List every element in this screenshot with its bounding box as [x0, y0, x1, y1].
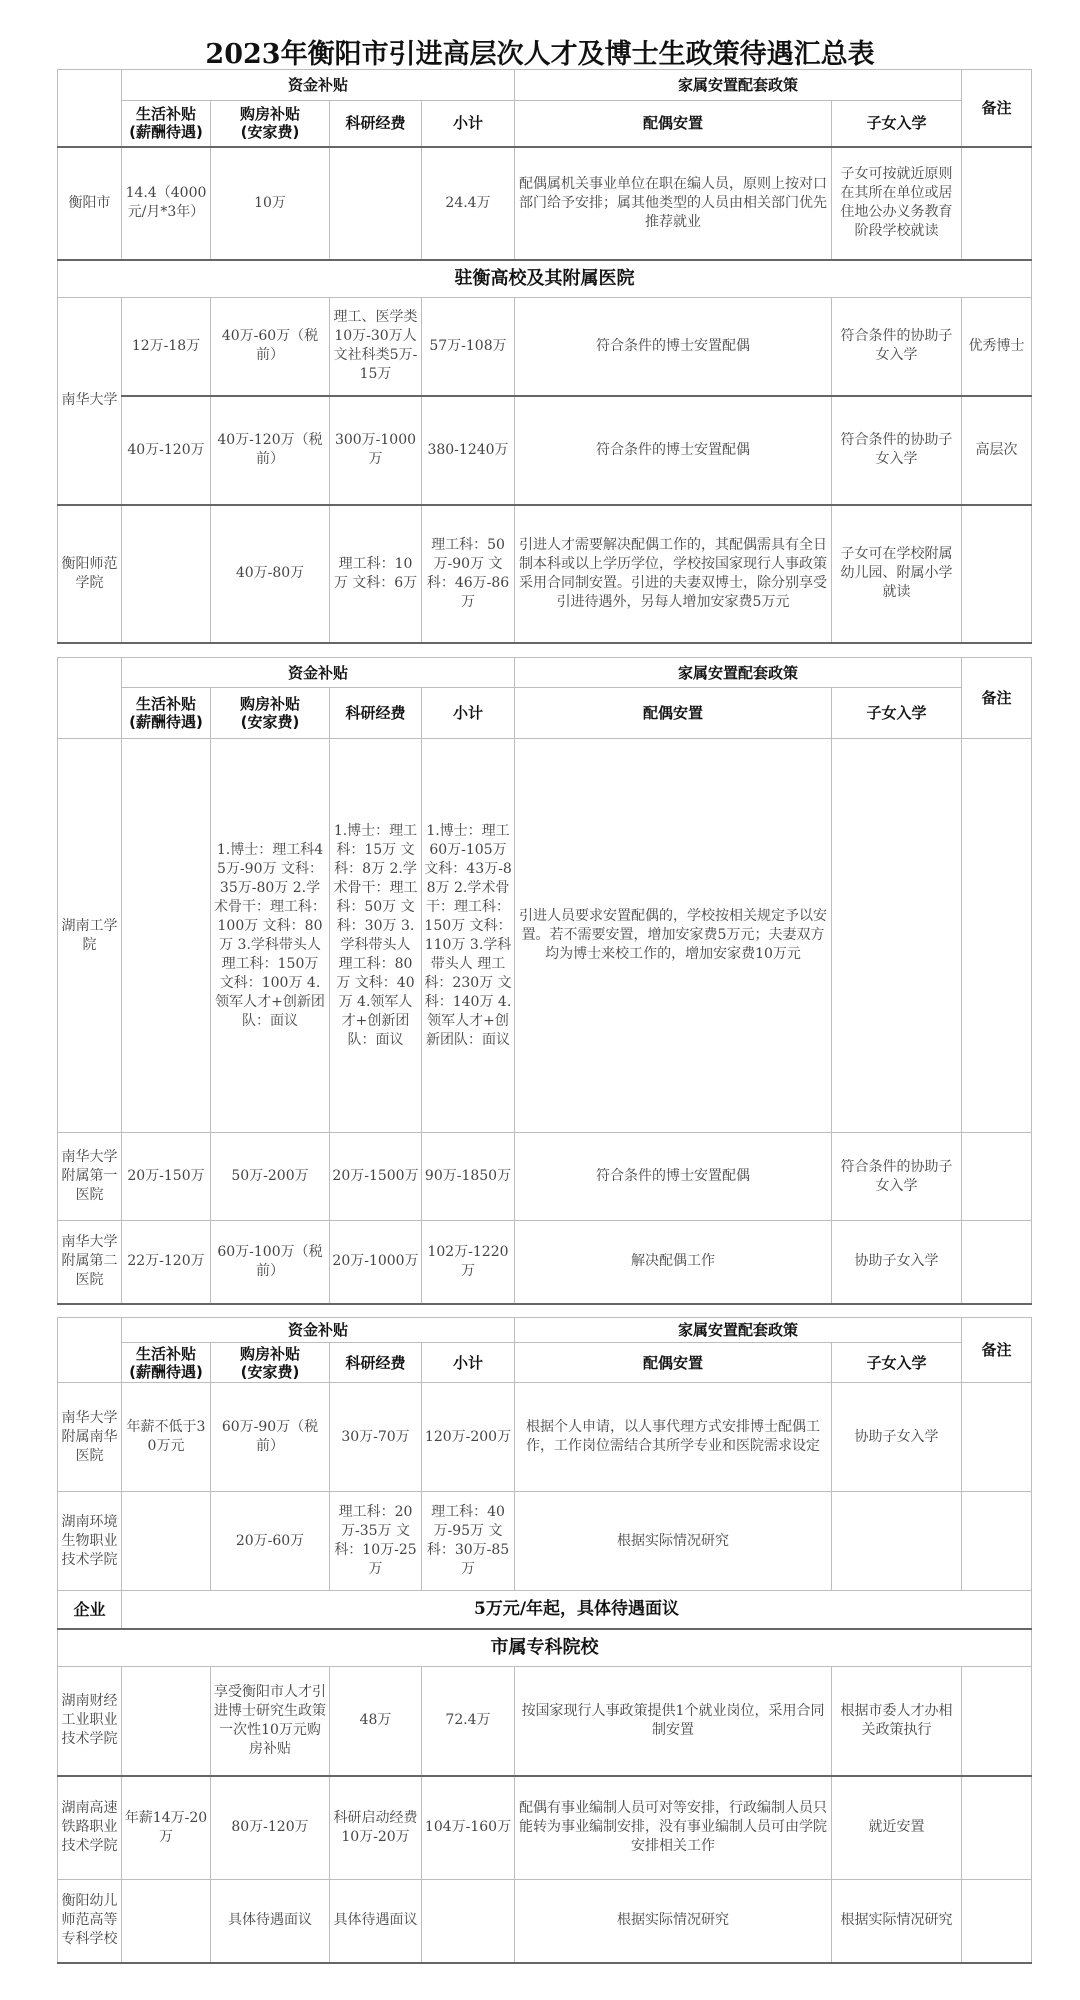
header-living: 生活补贴 (薪酬待遇) — [122, 101, 211, 147]
cell-spouse: 配偶有事业编制人员可对等安排，行政编制人员只能转为事业编制安排，没有事业编制人员可由学院安排相关工作 — [515, 1776, 832, 1880]
corner-cell — [58, 1318, 122, 1383]
table-row — [58, 1221, 1032, 1304]
cell-living — [122, 1492, 211, 1591]
cell-children — [832, 1492, 962, 1591]
cell-research — [330, 147, 422, 260]
row-name: 湖南环境生物职业技术学院 — [58, 1492, 122, 1591]
cell-housing: 40万-120万（税前） — [211, 396, 330, 505]
table-row — [58, 396, 1032, 505]
header-living: 生活补贴 (薪酬待遇) — [122, 688, 211, 739]
cell-children: 符合条件的协助子女入学 — [832, 1133, 962, 1221]
section-title-universities: 驻衡高校及其附属医院 — [58, 260, 1032, 298]
table-row — [58, 505, 1032, 643]
cell-research: 30万-70万 — [330, 1383, 422, 1492]
section-title-vocational: 市属专科院校 — [58, 1629, 1032, 1667]
header-living: 生活补贴 (薪酬待遇) — [122, 1343, 211, 1383]
cell-spouse: 根据个人申请，以人事代理方式安排博士配偶工作，工作岗位需结合其所学专业和医院需求设定 — [515, 1383, 832, 1492]
row-name: 湖南工学院 — [58, 739, 122, 1133]
corner-cell — [58, 70, 122, 147]
table-row — [58, 1492, 1032, 1591]
row-name: 南华大学附属第二医院 — [58, 1221, 122, 1304]
cell-housing: 20万-60万 — [211, 1492, 330, 1591]
header-funding: 资金补贴 — [122, 658, 515, 688]
cell-spouse: 符合条件的博士安置配偶 — [515, 298, 832, 396]
cell-children: 根据实际情况研究 — [832, 1880, 962, 1963]
cell-subtotal: 90万-1850万 — [422, 1133, 515, 1221]
cell-living: 14.4（4000元/月*3年） — [122, 147, 211, 260]
cell-children: 协助子女入学 — [832, 1383, 962, 1492]
cell-housing: 10万 — [211, 147, 330, 260]
cell-living — [122, 505, 211, 643]
table-row — [58, 147, 1032, 260]
header-funding: 资金补贴 — [122, 1318, 515, 1343]
cell-spouse: 按国家现行人事政策提供1个就业岗位，采用合同制安置 — [515, 1667, 832, 1776]
cell-remark — [962, 1776, 1032, 1880]
cell-children: 符合条件的协助子女入学 — [832, 298, 962, 396]
section-row — [58, 1629, 1032, 1667]
cell-living: 年薪14万-20万 — [122, 1776, 211, 1880]
cell-remark — [962, 1667, 1032, 1776]
header-children: 子女入学 — [832, 1343, 962, 1383]
header-subtotal: 小计 — [422, 101, 515, 147]
cell-research: 20万-1500万 — [330, 1133, 422, 1221]
header-housing: 购房补贴 (安家费) — [211, 101, 330, 147]
row-name: 南华大学 — [58, 298, 122, 505]
header-research: 科研经费 — [330, 688, 422, 739]
cell-remark — [962, 1133, 1032, 1221]
cell-housing: 具体待遇面议 — [211, 1880, 330, 1963]
cell-remark — [962, 1383, 1032, 1492]
cell-subtotal: 理工科：50万-90万 文科：46万-86万 — [422, 505, 515, 643]
header-subtotal: 小计 — [422, 1343, 515, 1383]
row-name: 衡阳师范学院 — [58, 505, 122, 643]
cell-subtotal — [422, 1880, 515, 1963]
row-name: 南华大学附属南华医院 — [58, 1383, 122, 1492]
cell-subtotal: 104万-160万 — [422, 1776, 515, 1880]
cell-research: 理工科：20万-35万 文科：10万-25万 — [330, 1492, 422, 1591]
cell-children: 协助子女入学 — [832, 1221, 962, 1304]
cell-housing: 50万-200万 — [211, 1133, 330, 1221]
cell-children: 就近安置 — [832, 1776, 962, 1880]
header-remark: 备注 — [962, 658, 1032, 739]
header-remark: 备注 — [962, 70, 1032, 147]
cell-housing: 享受衡阳市人才引进博士研究生政策一次性10万元购房补贴 — [211, 1667, 330, 1776]
header-subtotal: 小计 — [422, 688, 515, 739]
cell-subtotal: 102万-1220万 — [422, 1221, 515, 1304]
cell-research: 理工、医学类10万-30万人文社科类5万-15万 — [330, 298, 422, 396]
corner-cell — [58, 658, 122, 739]
table-row — [58, 739, 1032, 1133]
row-name: 衡阳幼儿师范高等专科学校 — [58, 1880, 122, 1963]
table-row — [58, 1133, 1032, 1221]
policy-table-part-1 — [57, 69, 1032, 644]
row-name: 湖南财经工业职业技术学院 — [58, 1667, 122, 1776]
cell-research: 具体待遇面议 — [330, 1880, 422, 1963]
cell-spouse: 根据实际情况研究 — [515, 1492, 832, 1591]
cell-remark — [962, 739, 1032, 1133]
header-spouse: 配偶安置 — [515, 688, 832, 739]
cell-subtotal: 72.4万 — [422, 1667, 515, 1776]
policy-table-part-3 — [57, 1317, 1032, 1964]
header-children: 子女入学 — [832, 688, 962, 739]
page-title: 2023年衡阳市引进高层次人才及博士生政策待遇汇总表 — [205, 39, 875, 70]
cell-subtotal: 120万-200万 — [422, 1383, 515, 1492]
section-row — [58, 260, 1032, 298]
enterprise-row — [58, 1591, 1032, 1629]
table-row — [58, 1383, 1032, 1492]
cell-spouse: 引进人才需要解决配偶工作的，其配偶需具有全日制本科或以上学历学位，学校按国家现行人事政策采用合同制安置。引进的夫妻双博士，除分别享受引进待遇外，另每人增加安家费5万元 — [515, 505, 832, 643]
cell-remark: 优秀博士 — [962, 298, 1032, 396]
cell-living — [122, 1880, 211, 1963]
cell-remark — [962, 147, 1032, 260]
header-funding: 资金补贴 — [122, 70, 515, 101]
cell-spouse: 引进人员要求安置配偶的，学校按相关规定予以安置。若不需要安置，增加安家费5万元；夫妻双方均为博士来校工作的，增加安家费10万元 — [515, 739, 832, 1133]
cell-subtotal: 1.博士：理工60万-105万 文科：43万-88万 2.学术骨干：理工科：150万 文科：110万 3.学科带头人 理工科：230万 文科：140万 4.领军人才+创新团队：面议 — [422, 739, 515, 1133]
header-housing: 购房补贴 (安家费) — [211, 688, 330, 739]
cell-living: 年薪不低于30万元 — [122, 1383, 211, 1492]
cell-subtotal: 57万-108万 — [422, 298, 515, 396]
header-research: 科研经费 — [330, 1343, 422, 1383]
cell-subtotal: 理工科：40万-95万 文科：30万-85万 — [422, 1492, 515, 1591]
cell-research: 理工科：10万 文科：6万 — [330, 505, 422, 643]
header-housing: 购房补贴 (安家费) — [211, 1343, 330, 1383]
cell-remark — [962, 1880, 1032, 1963]
header-family: 家属安置配套政策 — [515, 70, 962, 101]
cell-research: 科研启动经费10万-20万 — [330, 1776, 422, 1880]
cell-spouse: 配偶属机关事业单位在职在编人员，原则上按对口部门给予安排；属其他类型的人员由相关部门优先推荐就业 — [515, 147, 832, 260]
table-row — [58, 1776, 1032, 1880]
cell-housing: 40万-80万 — [211, 505, 330, 643]
cell-research: 300万-1000万 — [330, 396, 422, 505]
header-spouse: 配偶安置 — [515, 1343, 832, 1383]
cell-living: 12万-18万 — [122, 298, 211, 396]
header-family: 家属安置配套政策 — [515, 1318, 962, 1343]
cell-research: 1.博士：理工科：15万 文科：8万 2.学术骨干：理工科：50万 文科：30万 3.学科带头人 理工科：80万 文科：40万 4.领军人才+创新团队：面议 — [330, 739, 422, 1133]
table-row — [58, 1667, 1032, 1776]
cell-remark — [962, 1221, 1032, 1304]
cell-housing: 40万-60万（税前） — [211, 298, 330, 396]
cell-living: 40万-120万 — [122, 396, 211, 505]
cell-children — [832, 739, 962, 1133]
policy-table-part-2 — [57, 657, 1032, 1305]
cell-children: 子女可按就近原则在其所在单位或居住地公办义务教育阶段学校就读 — [832, 147, 962, 260]
cell-spouse: 根据实际情况研究 — [515, 1880, 832, 1963]
row-name: 湖南高速铁路职业技术学院 — [58, 1776, 122, 1880]
cell-housing: 60万-90万（税前） — [211, 1383, 330, 1492]
table-row — [58, 298, 1032, 396]
cell-research: 48万 — [330, 1667, 422, 1776]
cell-remark: 高层次 — [962, 396, 1032, 505]
cell-subtotal: 24.4万 — [422, 147, 515, 260]
header-remark: 备注 — [962, 1318, 1032, 1383]
header-children: 子女入学 — [832, 101, 962, 147]
cell-spouse: 解决配偶工作 — [515, 1221, 832, 1304]
cell-spouse: 符合条件的博士安置配偶 — [515, 1133, 832, 1221]
cell-living: 20万-150万 — [122, 1133, 211, 1221]
cell-children: 子女可在学校附属幼儿园、附属小学就读 — [832, 505, 962, 643]
row-name: 衡阳市 — [58, 147, 122, 260]
header-research: 科研经费 — [330, 101, 422, 147]
cell-housing: 1.博士：理工科45万-90万 文科：35万-80万 2.学术骨干：理工科：100万 文科：80万 3.学科带头人 理工科：150万 文科：100万 4.领军人才+创新团队：面议 — [211, 739, 330, 1133]
header-family: 家属安置配套政策 — [515, 658, 962, 688]
row-name: 南华大学附属第一医院 — [58, 1133, 122, 1221]
enterprise-content: 5万元/年起，具体待遇面议 — [122, 1591, 1032, 1629]
cell-children: 根据市委人才办相关政策执行 — [832, 1667, 962, 1776]
cell-research: 20万-1000万 — [330, 1221, 422, 1304]
cell-spouse: 符合条件的博士安置配偶 — [515, 396, 832, 505]
row-name: 企业 — [58, 1591, 122, 1629]
cell-remark — [962, 1492, 1032, 1591]
table-row — [58, 1880, 1032, 1963]
cell-subtotal: 380-1240万 — [422, 396, 515, 505]
cell-living — [122, 1667, 211, 1776]
cell-remark — [962, 505, 1032, 643]
cell-children: 符合条件的协助子女入学 — [832, 396, 962, 505]
cell-living: 22万-120万 — [122, 1221, 211, 1304]
cell-living — [122, 739, 211, 1133]
header-spouse: 配偶安置 — [515, 101, 832, 147]
cell-housing: 60万-100万（税前） — [211, 1221, 330, 1304]
cell-housing: 80万-120万 — [211, 1776, 330, 1880]
